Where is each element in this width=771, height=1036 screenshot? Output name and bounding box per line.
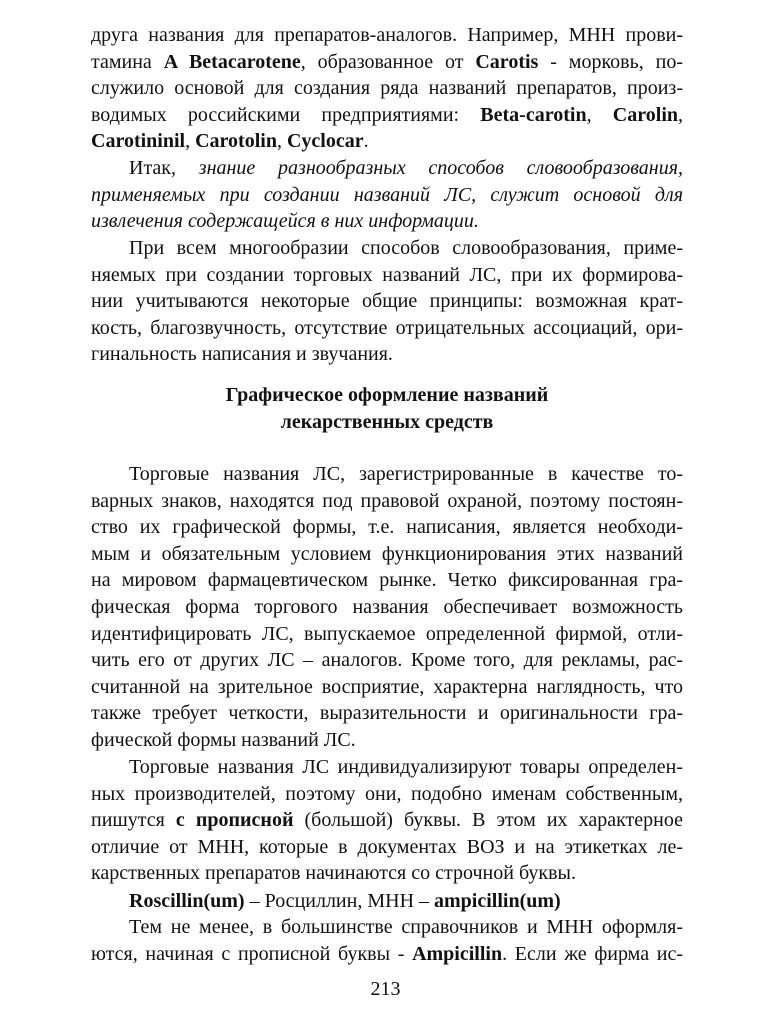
text-line: Итак, знание разнообразных способов словообразования, bbox=[129, 157, 683, 179]
text-line: нии учитываются некоторые общие принципы: возможная крат- bbox=[91, 290, 683, 313]
paragraph-trademarks bbox=[91, 461, 683, 754]
text-line: пишутся с прописной (большой) буквы. В этом их характерное bbox=[91, 809, 683, 832]
text-line: карственных препаратов начинаются со строчной буквы. bbox=[91, 862, 576, 885]
text-line: водимых российскими предприятиями: Beta-carotin, Carolin, bbox=[91, 103, 683, 126]
text-line: также требует четкости, выразительности и оригинальности гра- bbox=[91, 702, 683, 725]
paragraph-capitalization bbox=[91, 754, 683, 887]
text-line: друга названия для препаратов-аналогов. Например, МНН прови- bbox=[91, 24, 683, 46]
term-ampicillin-capital: Ampicillin bbox=[412, 942, 503, 965]
term-capital-letter: с прописной bbox=[175, 809, 294, 832]
paragraph-conclusion bbox=[91, 155, 683, 235]
term-ampicillin-lower: ampicillin(um) bbox=[434, 890, 561, 912]
text-line: няемых при создании торговых названий ЛС, при их формирова- bbox=[91, 263, 683, 286]
text-line: идентифицировать ЛС, выпускаемое определенной фирмой, отли- bbox=[91, 622, 683, 645]
text-line: отличие от МНН, которые в документах ВОЗ и на этикетках ле- bbox=[91, 835, 683, 858]
term-carotininil: Carotininil bbox=[91, 130, 186, 153]
text-line: ство их графической формы, т.е. написания, является необходи- bbox=[91, 516, 683, 539]
text-line: фической формы названий ЛС. bbox=[91, 728, 356, 751]
text-line: служило основой для создания ряда названий препаратов, произ- bbox=[91, 77, 683, 100]
heading-line: лекарственных средств bbox=[280, 410, 494, 433]
section-heading bbox=[91, 382, 683, 435]
text-line: применяемых при создании названий ЛС, служит основой для bbox=[91, 183, 683, 206]
text-line: мым и обязательным условием функционирования этих названий bbox=[91, 542, 683, 565]
page-number: 213 bbox=[370, 978, 401, 1000]
text-line: Тем не менее, в большинстве справочников и МНН оформля- bbox=[129, 916, 683, 938]
text-line: Торговые названия ЛС, зарегистрированные в качестве то- bbox=[129, 463, 683, 485]
text-line: Carotininil, Carotolin, Cyclocar. bbox=[91, 130, 369, 153]
term-carotis: Carotis bbox=[475, 50, 539, 73]
term-carotolin: Carotolin bbox=[195, 130, 277, 153]
text-line: фическая форма торгового названия обеспечивает возможность bbox=[91, 595, 683, 618]
text-line: считанной на зрительное восприятие, характерна наглядность, что bbox=[91, 675, 683, 698]
text-line: тамина A Betacarotene, образованное от Carotis - морковь, по- bbox=[91, 50, 683, 73]
text-line: варных знаков, находятся под правовой охраной, поэтому постоян- bbox=[91, 489, 683, 512]
example-roscillin bbox=[91, 888, 683, 915]
term-cyclocar: Cyclocar bbox=[286, 130, 364, 153]
text-line: на мировом фармацевтическом рынке. Четко фиксированная гра- bbox=[91, 569, 683, 592]
term-betacarotene: A Betacarotene bbox=[163, 50, 301, 73]
text-line: ются, начиная с прописной буквы - Ampicillin. Если же фирма ис- bbox=[91, 942, 683, 965]
text-line: Торговые названия ЛС индивидуализируют товары определен- bbox=[129, 756, 683, 778]
paragraph-vitamin-a-names bbox=[91, 22, 683, 155]
text-line: гинальность написания и звучания. bbox=[91, 343, 393, 366]
term-carolin: Carolin bbox=[612, 103, 678, 126]
text-line: При всем многообразии способов словообразования, приме- bbox=[129, 237, 683, 259]
text-line: кость, благозвучность, отсутствие отрицательных ассоциаций, ори- bbox=[91, 316, 683, 339]
text-line: чить его от других ЛС – аналогов. Кроме того, для рекламы, рас- bbox=[91, 649, 683, 672]
heading-line: Графическое оформление названий bbox=[225, 384, 549, 406]
paragraph-reference-books bbox=[91, 914, 683, 967]
paragraph-principles bbox=[91, 235, 683, 368]
text-line: извлечения содержащейся в них информации. bbox=[91, 210, 479, 233]
term-roscillin: Roscillin(um) bbox=[129, 890, 245, 912]
term-beta-carotin: Beta-carotin bbox=[480, 103, 587, 126]
text-line: Roscillin(um) – Росциллин, МНН – ampicillin(um) bbox=[129, 890, 561, 912]
text-line: ных производителей, поэтому они, подобно именам собственным, bbox=[91, 782, 683, 805]
